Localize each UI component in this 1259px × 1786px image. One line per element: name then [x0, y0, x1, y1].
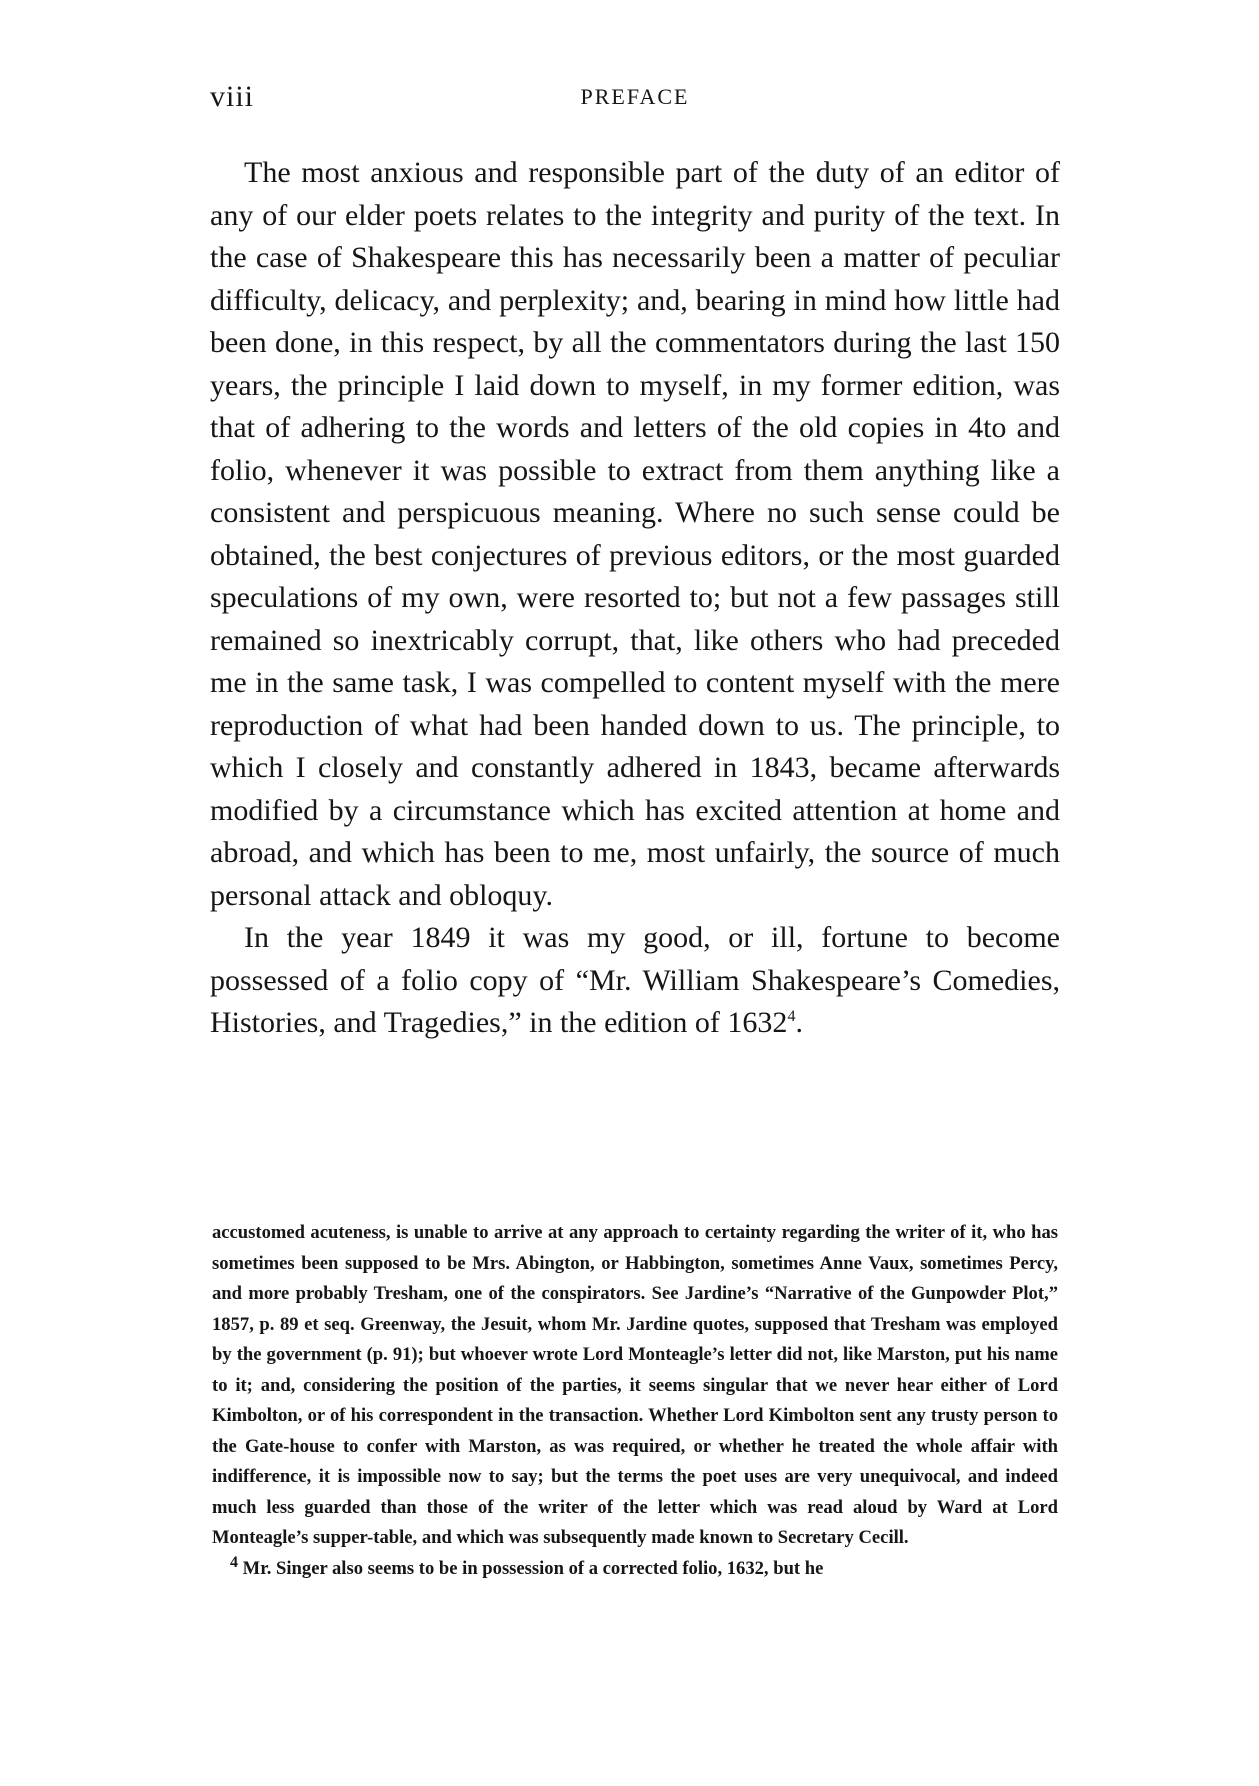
footnote-continued: accustomed acuteness, is unable to arrive at any approach to certainty regarding the writer of it, who has sometimes been supposed to be Mrs. Abington, or Habbington, sometimes Anne Vaux, sometimes Percy, and more probably Tresham, one of the conspirators. See Jardine’s “Narrative of the Gunpowder Plot,” 1857, p. 89 et seq. Greenway, the Jesuit, whom Mr. Jardine quotes, supposed that Tresham was employed by the government (p. 91); but whoever wrote Lord Monteagle’s letter did not, like Marston, put his name to it; and, considering the position of the parties, it seems singular that we never hear either of Lord Kimbolton, or of his correspondent in the transaction. Whether Lord Kimbolton sent any trusty person to the Gate-house to confer with Marston, as was required, or whether he treated the whole affair with indifference, it is impossible now to say; but the terms the poet uses are very unequivocal, and indeed much less guarded than those of the writer of the letter which was read aloud by Ward at Lord Monteagle’s supper-table, and which was subsequently made known to Secretary Cecill.	[212, 1222, 1058, 1548]
body-paragraph-2-text: In the year 1849 it was my good, or ill, fortune to become possessed of a folio copy of “Mr. William Shakespeare’s Comedies, Histories, and Tragedies,” in the edition of 1632	[210, 921, 1060, 1039]
body-paragraph-2-end: .	[795, 1006, 803, 1039]
page-number: viii	[210, 80, 255, 113]
footnote-4	[212, 1554, 1058, 1585]
footnote-reference-4[interactable]: 4	[787, 1008, 796, 1025]
footnote-4-text: Mr. Singer also seems to be in possession of a corrected folio, 1632, but he	[242, 1557, 824, 1579]
footnote-4-marker: 4	[230, 1553, 238, 1571]
page-header	[210, 80, 1060, 120]
footnotes	[212, 1218, 1058, 1584]
body-paragraph-2	[210, 917, 1060, 1045]
running-head: PREFACE	[580, 84, 690, 109]
main-text	[210, 152, 1060, 1045]
body-paragraph-1: The most anxious and responsible part of the duty of an editor of any of our elder poets relates to the integrity and purity of the text. In the case of Shakespeare this has necessarily been a matter of peculiar difficulty, delicacy, and perplexity; and, bearing in mind how little had been done, in this respect, by all the commentators during the last 150 years, the principle I laid down to myself, in my former edition, was that of adhering to the words and letters of the old copies in 4to and folio, whenever it was possible to extract from them anything like a consistent and perspicuous meaning. Where no such sense could be obtained, the best conjectures of previous editors, or the most guarded speculations of my own, were resorted to; but not a few passages still remained so inextricably corrupt, that, like others who had preceded me in the same task, I was compelled to content myself with the mere reproduction of what had been handed down to us. The principle, to which I closely and constantly adhered in 1843, became afterwards modified by a circumstance which has excited attention at home and abroad, and which has been to me, most unfairly, the source of much personal attack and obloquy.	[210, 156, 1060, 912]
